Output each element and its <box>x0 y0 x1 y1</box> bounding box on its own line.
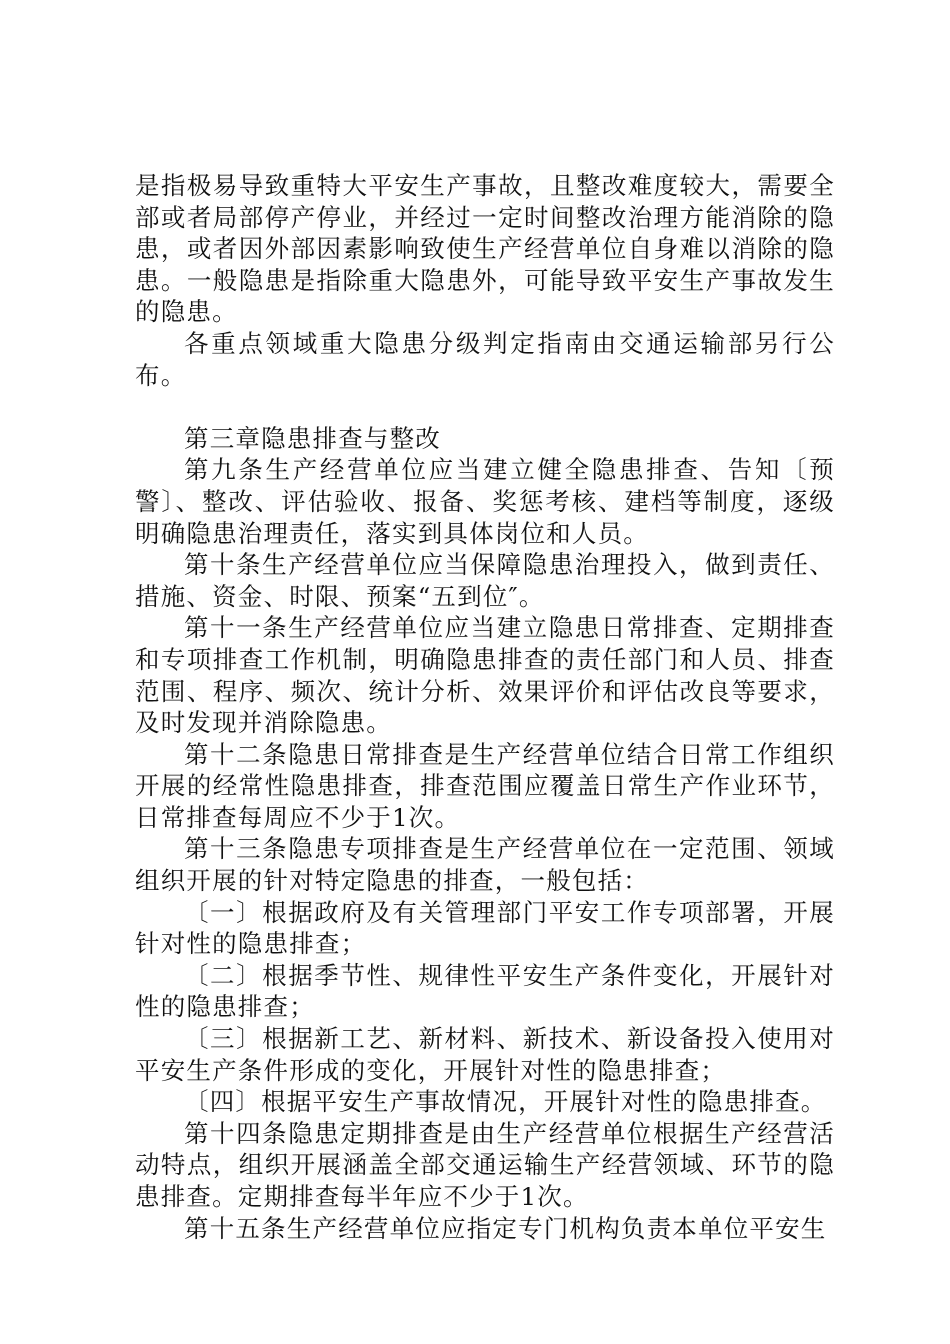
article-11: 第十一条生产经营单位应当建立隐患日常排查、定期排查和专项排查工作机制，明确隐患排查的责任部门和人员、排查范围、程序、频次、统计分析、效果评价和评估改良等要求，及时发现并消除隐患。 <box>135 613 835 738</box>
article-10: 第十条生产经营单位应当保障隐患治理投入，做到责任、措施、资金、时限、预案“五到位″。 <box>135 550 835 611</box>
article-14: 第十四条隐患定期排查是由生产经营单位根据生产经营活动特点，组织开展涵盖全部交通运输生产经营领域、环节的隐患排查。定期排查每半年应不少于1次。 <box>135 1118 835 1211</box>
article-13-item-1: 〔一〕根据政府及有关管理部门平安工作专项部署，开展针对性的隐患排查； <box>135 897 835 959</box>
article-9: 第九条生产经营单位应当建立健全隐患排查、告知〔预警〕、整改、评估验收、报备、奖惩考核、建档等制度，逐级明确隐患治理责任，落实到具体岗位和人员。 <box>135 455 835 548</box>
chapter-heading: 第三章隐患排查与整改 <box>184 423 441 453</box>
article-13: 第十三条隐患专项排查是生产经营单位在一定范围、领域组织开展的针对特定隐患的排查，一般包括： <box>135 834 835 896</box>
article-12: 第十二条隐患日常排查是生产经营单位结合日常工作组织开展的经常性隐患排查，排查范围应覆盖日常生产作业环节，日常排查每周应不少于1次。 <box>135 739 835 832</box>
document-body <box>135 170 835 1244</box>
article-13-item-3: 〔三〕根据新工艺、新材料、新技术、新设备投入使用对平安生产条件形成的变化，开展针对性的隐患排查； <box>135 1024 835 1085</box>
paragraph-spacer <box>135 391 835 423</box>
paragraph-guide-note: 各重点领域重大隐患分级判定指南由交通运输部另行公布。 <box>135 328 835 390</box>
article-15: 第十五条生产经营单位应指定专门机构负责本单位平安生 <box>184 1213 827 1243</box>
article-13-item-2: 〔二〕根据季节性、规律性平安生产条件变化，开展针对性的隐患排查； <box>135 960 835 1022</box>
article-13-item-4: 〔四〕根据平安生产事故情况，开展针对性的隐患排查。 <box>184 1087 827 1117</box>
paragraph-continuation: 是指极易导致重特大平安生产事故，且整改难度较大，需要全部或者局部停产停业，并经过一定时间整改治理方能消除的隐患，或者因外部因素影响致使生产经营单位自身难以消除的隐患。一般隐患是指除重大隐患外，可能导致平安生产事故发生的隐患。 <box>135 171 835 327</box>
